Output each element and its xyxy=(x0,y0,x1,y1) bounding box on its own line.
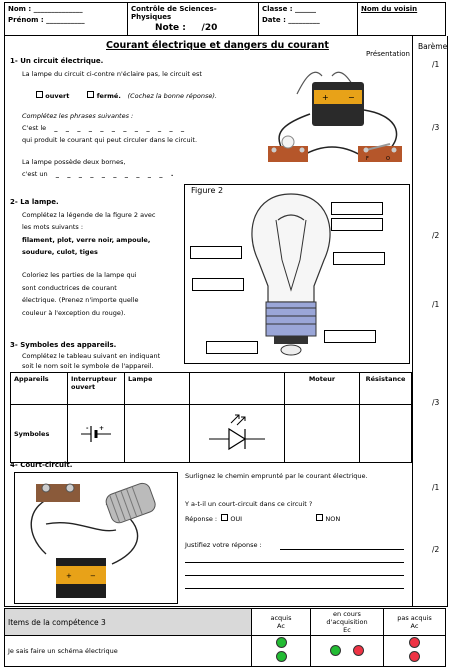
s4-non: NON xyxy=(325,515,341,523)
s4-reponse: Réponse : xyxy=(185,515,218,523)
bareme-label: Barème xyxy=(418,42,448,51)
bareme-6: /1 xyxy=(432,483,440,492)
s2-heading: 2- La lampe. xyxy=(10,198,59,206)
symbol-lampe-cell[interactable] xyxy=(125,405,190,463)
presentation-label: Présentation xyxy=(366,50,410,58)
col-acquis xyxy=(252,609,311,636)
answer-line-1[interactable] xyxy=(185,562,404,563)
answer-line-0[interactable] xyxy=(280,549,404,550)
voisin-label: Nom du voisin xyxy=(361,5,418,13)
s2-words2: soudure, culot, tiges xyxy=(22,248,98,256)
s2-p1: Complétez la légende de la figure 2 avec xyxy=(22,211,156,219)
s1-heading: 1- Un circuit électrique. xyxy=(10,57,104,65)
battery-minus: − xyxy=(348,93,355,102)
figure2-label: Figure 2 xyxy=(191,186,224,195)
symbol-resistance-cell[interactable] xyxy=(360,405,412,463)
s2-c2: sont conductrices de courant xyxy=(22,284,117,292)
checkbox-oui[interactable] xyxy=(221,514,228,521)
encours-code: Ec xyxy=(343,626,351,634)
short-circuit-illustration xyxy=(16,474,174,600)
voisin-cell xyxy=(358,3,446,36)
nom-label: Nom : xyxy=(8,5,32,13)
lamp-bulb xyxy=(282,136,294,148)
competence-table xyxy=(4,608,446,667)
checkbox-ferme[interactable] xyxy=(87,91,94,98)
col-lampe: Lampe xyxy=(125,373,190,405)
pas-acquis-label: pas acquis xyxy=(397,614,432,622)
header-table xyxy=(4,2,446,36)
identity-cell: Nom : ______________ Prénom : ___________ xyxy=(5,3,128,36)
led-symbol xyxy=(207,413,267,453)
s4-question: Y a-t-il un court-circuit dans ce circuit ? xyxy=(185,500,313,508)
col-resistance: Résistance xyxy=(360,373,412,405)
s4-instruction: Surlignez le chemin emprunté par le courant électrique. xyxy=(185,472,368,480)
battery2-plus: + xyxy=(66,572,72,580)
col-appareils: Appareils xyxy=(11,373,68,405)
bareme-2: /3 xyxy=(432,123,440,132)
s1-cest-un-line xyxy=(22,170,176,179)
answer-line-2[interactable] xyxy=(185,575,404,576)
s3-p2: soit le nom soit le symbole de l'appareil. xyxy=(22,362,154,370)
s1-options xyxy=(36,91,217,101)
bulb-glass xyxy=(252,194,330,302)
s1-complete: Complétez les phrases suivantes : xyxy=(22,112,134,120)
col-pas-acquis xyxy=(384,609,446,636)
green-dot-3[interactable] xyxy=(330,645,341,656)
svg-text:+: + xyxy=(99,424,105,432)
s1-cest-le-line xyxy=(22,124,187,133)
s4-heading: 4- Court-circuit. xyxy=(10,461,73,469)
note-label: Note : xyxy=(155,23,186,33)
prenom-label: Prénom : xyxy=(8,16,44,24)
competence-title: Items de la compétence 3 xyxy=(5,609,252,636)
s1-cest-un: c'est un xyxy=(22,170,48,178)
symbol-led-cell xyxy=(190,405,285,463)
answer-line-3[interactable] xyxy=(185,588,404,589)
symbol-battery-cell xyxy=(68,405,125,463)
switch-f: F xyxy=(366,156,369,162)
lamp-culot xyxy=(266,302,316,336)
bareme-5: /3 xyxy=(432,398,440,407)
green-dot-2[interactable] xyxy=(276,651,287,662)
page-title: Courant électrique et dangers du courant xyxy=(106,40,329,51)
acquis-label: acquis xyxy=(270,614,292,622)
battery-plus: + xyxy=(322,93,329,102)
encours-label: en cours d'acquisition xyxy=(326,610,368,626)
motor-illustration xyxy=(104,481,157,525)
symbols-table xyxy=(10,372,412,463)
opt-ouvert-label: ouvert xyxy=(45,92,70,100)
legend-box-6[interactable] xyxy=(324,330,376,343)
red-dot-1[interactable] xyxy=(353,645,364,656)
competence-item: Je sais faire un schéma électrique xyxy=(5,636,252,667)
s4-justifiez: Justifiez votre réponse : xyxy=(185,541,262,549)
legend-box-4[interactable] xyxy=(333,252,385,265)
s4-reponse-line xyxy=(185,514,340,524)
s1-cest-le: C'est le xyxy=(22,124,47,132)
lamp-plot xyxy=(281,345,301,355)
col-blank[interactable] xyxy=(190,373,285,405)
bareme-4: /1 xyxy=(432,300,440,309)
legend-box-7[interactable] xyxy=(206,341,258,354)
battery2-minus: − xyxy=(90,572,96,580)
s1-line1: La lampe du circuit ci-contre n'éclaire pas, le circuit est xyxy=(22,70,202,78)
controle-cell xyxy=(128,3,259,36)
checkbox-ouvert[interactable] xyxy=(36,91,43,98)
pas-acquis-code: Ac xyxy=(410,622,419,630)
s2-c3: électrique. (Prenez n'importe quelle xyxy=(22,296,139,304)
bareme-1: /1 xyxy=(432,60,440,69)
legend-box-3[interactable] xyxy=(190,246,242,259)
s1-blanks1[interactable]: _ _ _ _ _ _ _ _ _ _ _ _ xyxy=(54,124,188,132)
row-symboles: Symboles xyxy=(11,405,68,463)
note-total: /20 xyxy=(201,23,218,33)
s2-c4: couleur à l'exception du rouge). xyxy=(22,309,126,317)
acquis-code: Ac xyxy=(277,622,285,630)
s4-oui: OUI xyxy=(230,515,243,523)
legend-box-5[interactable] xyxy=(192,278,244,291)
s1-qui-produit: qui produit le courant qui peut circuler dans le circuit. xyxy=(22,136,198,144)
s3-p1: Complétez le tableau suivant en indiquant xyxy=(22,352,161,360)
switch-o: O xyxy=(386,156,390,162)
svg-text:-: - xyxy=(86,424,89,432)
col-encours xyxy=(311,609,384,636)
s2-p2: les mots suivants : xyxy=(22,223,84,231)
battery-symbol xyxy=(81,422,111,444)
legend-box-2[interactable] xyxy=(331,218,383,231)
date-label: Date : xyxy=(262,16,286,24)
s1-instruction: (Cochez la bonne réponse). xyxy=(127,92,217,100)
lamp-verre-noir xyxy=(274,336,308,344)
green-dot-1[interactable] xyxy=(276,637,287,648)
opt-ferme-label: fermé. xyxy=(96,92,121,100)
circuit-illustration xyxy=(262,64,412,176)
red-dot-3[interactable] xyxy=(409,651,420,662)
checkbox-non[interactable] xyxy=(316,514,323,521)
s2-c1: Coloriez les parties de la lampe qui xyxy=(22,271,137,279)
s1-blanks2[interactable]: _ _ _ _ _ _ _ _ _ _ . xyxy=(55,170,177,178)
classe-cell: Classe : ______ Date : _________ xyxy=(259,3,358,36)
s1-lampe-bornes: La lampe possède deux bornes, xyxy=(22,158,126,166)
red-dot-2[interactable] xyxy=(409,637,420,648)
legend-box-1[interactable] xyxy=(331,202,383,215)
s2-words1: filament, plot, verre noir, ampoule, xyxy=(22,236,151,244)
bareme-7: /2 xyxy=(432,545,440,554)
classe-label: Classe : xyxy=(262,5,293,13)
s3-heading: 3- Symboles des appareils. xyxy=(10,341,117,349)
bareme-3: /2 xyxy=(432,231,440,240)
controle-label: Contrôle de Sciences-Physiques xyxy=(131,5,217,21)
symbol-moteur-cell[interactable] xyxy=(285,405,360,463)
col-moteur: Moteur xyxy=(285,373,360,405)
bareme-divider xyxy=(412,36,413,606)
col-interrupteur: Interrupteur ouvert xyxy=(68,373,125,405)
